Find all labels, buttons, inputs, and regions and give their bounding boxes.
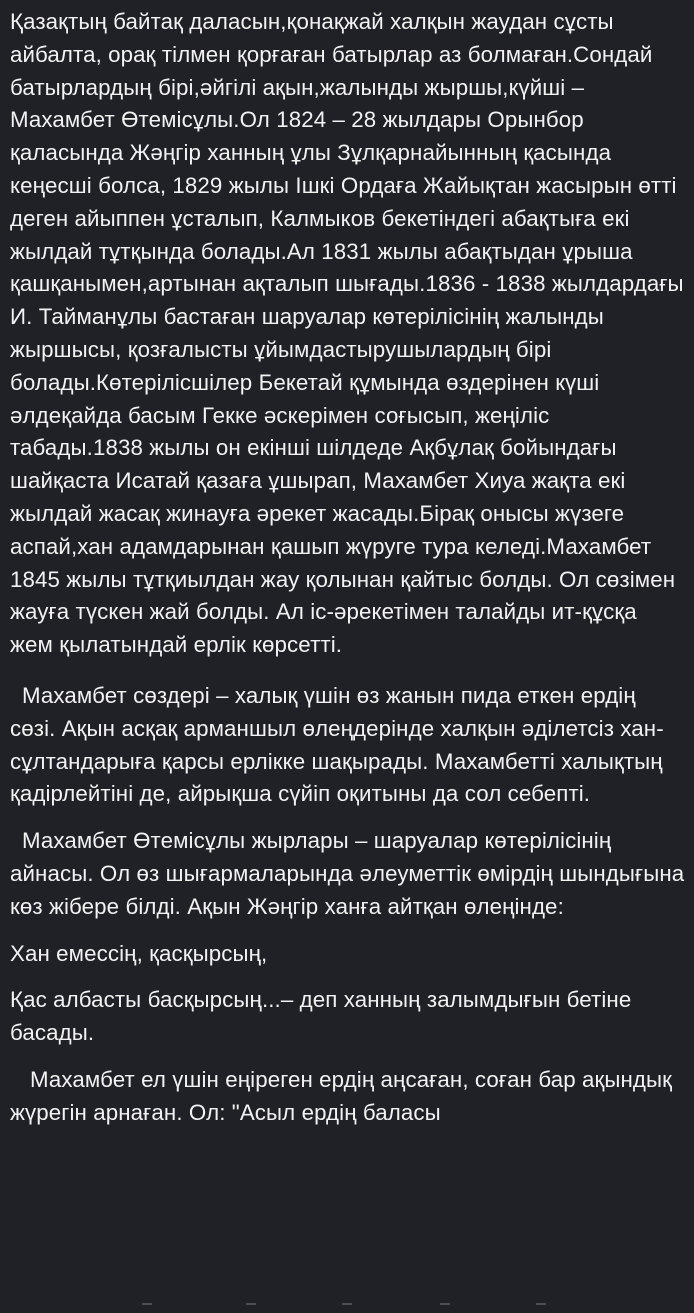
- bottom-toolbar-strip: [0, 1293, 694, 1313]
- paragraph-biography: Қазақтың байтақ даласын,қонақжай халқын жаудан сұсты айбалта, орақ тілмен қорғаған батырлар аз болмаған.Сондай батырлардың бірі,әйгілі ақын,жалынды жыршы,күйші – Махамбет Өтемісұлы.Ол 1824 – 28 жылдары Орынбор қаласында Жәңгір ханның ұлы Зұлқарнайынның қасында кеңесші болса, 1829 жылы Ішкі Ордаға Жайықтан жасырын өтті деген айыппен ұсталып, Калмыков бекетіндегі абақтыға екі жылдай тұтқында болады.Ал 1831 жылы абақтыдан ұрыша қашқанымен,артынан ақталып шығады.1836 - 1838 жылдардағы И. Тайманұлы бастаған шаруалар көтерілісінің жалынды жыршысы, қозғалысты ұйымдастырушылардың бірі болады.Көтерілісшілер Бекетай құмында өздерінен күші әлдеқайда басым Гекке әскерімен соғысып, жеңіліс табады.1838 жылы он екінші шілдеде Ақбұлақ бойындағы шайқаста Исатай қазаға ұшырап, Махамбет Хиуа жақта екі жылдай жасақ жинауға әрекет жасады.Бірақ онысы жүзеге аспай,хан адамдарынан қашып жүруге тура келеді.Махамбет 1845 жылы тұтқиылдан жау қолынан қайтыс болды. Ол сөзімен жауға түскен жай болды. Ал іс-әрекетімен талайды ит-құсқа жем қылатындай ерлік көрсетті.: [10, 9, 690, 658]
- poem-line-2: Қас албасты басқырсың...– деп ханның залымдығын бетіне басады.: [10, 987, 638, 1046]
- article-body: [10, 6, 691, 1144]
- paragraph-closing: Махамбет ел үшін еңіреген ердің аңсаған, соған бар ақындық жүрегін арнаған. Ол: "Асыл ердің баласы: [10, 1066, 679, 1125]
- toolbar-glyph: [142, 1303, 152, 1313]
- toolbar-glyph: [536, 1303, 546, 1313]
- toolbar-glyph: [440, 1303, 450, 1313]
- paragraph-words: Махамбет сөздері – халық үшін өз жанын пида еткен ердің сөзі. Ақын асқақ арманшыл өлеңдерінде халқын әділетсіз хан-сұлтандарыға қарсы ерлікке шақырады. Махамбетті халықтың қадірлейтіні де, айрықша сүйіп оқитыны да сол себепті.: [10, 682, 670, 807]
- poem-line-1: Хан емессің, қасқырсың,: [10, 940, 268, 966]
- toolbar-glyph: [342, 1303, 352, 1313]
- toolbar-glyph: [246, 1303, 256, 1313]
- paragraph-songs: Махамбет Өтемісұлы жырлары – шаруалар көтерілісінің айнасы. Ол өз шығармаларында әлеуметтік өмірдің шындығына көз жібере білді. Ақын Жәңгір ханға айтқан өлеңінде:: [10, 828, 691, 919]
